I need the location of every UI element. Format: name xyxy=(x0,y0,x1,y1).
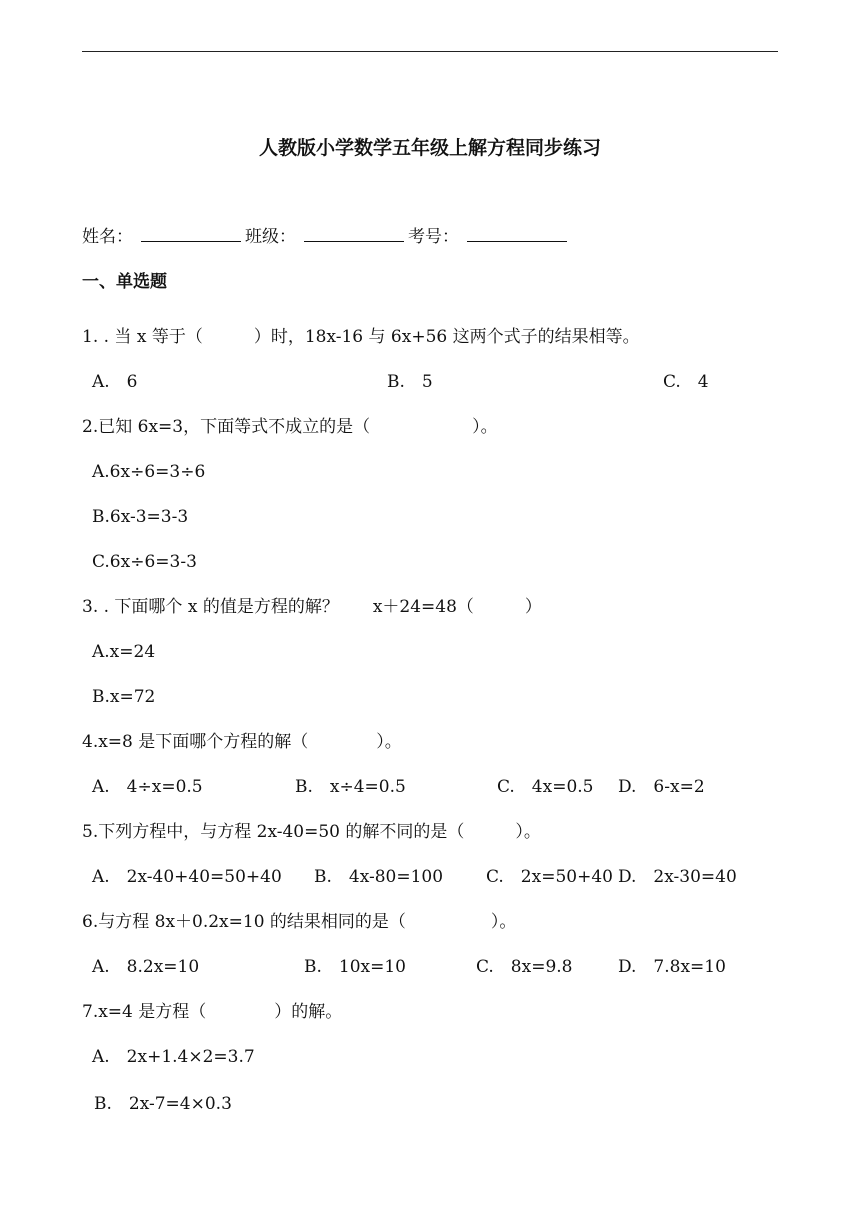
question-1-option-a[interactable]: A. 6 xyxy=(92,372,138,392)
question-2-option-c[interactable]: C.6x÷6=3-3 xyxy=(92,552,197,572)
question-6-option-d[interactable]: D. 7.8x=10 xyxy=(618,957,726,977)
question-2-option-b[interactable]: B.6x-3=3-3 xyxy=(92,507,189,527)
question-5-option-d[interactable]: D. 2x-30=40 xyxy=(618,867,737,887)
question-2-option-a[interactable]: A.6x÷6=3÷6 xyxy=(92,462,206,482)
class-label: 班级： xyxy=(245,227,296,247)
question-5-option-c[interactable]: C. 2x=50+40 xyxy=(486,867,613,887)
question-6-option-b[interactable]: B. 10x=10 xyxy=(304,957,406,977)
question-1-option-b[interactable]: B. 5 xyxy=(387,372,433,392)
question-7-option-b[interactable]: B. 2x-7=4×0.3 xyxy=(94,1094,232,1114)
name-blank[interactable] xyxy=(141,227,241,242)
question-6-stem: 6.与方程 8x＋0.2x=10 的结果相同的是（ ）。 xyxy=(82,912,517,932)
question-7-stem: 7.x=4 是方程（ ）的解。 xyxy=(82,1002,343,1022)
question-4-stem: 4.x=8 是下面哪个方程的解（ ）。 xyxy=(82,732,402,752)
question-6-option-c[interactable]: C. 8x=9.8 xyxy=(476,957,573,977)
question-1-stem: 1. . 当 x 等于（ ）时，18x-16 与 6x+56 这两个式子的结果相等。 xyxy=(82,327,640,347)
question-5-stem: 5.下列方程中，与方程 2x-40=50 的解不同的是（ ）。 xyxy=(82,822,541,842)
header-rule xyxy=(82,51,778,52)
number-blank[interactable] xyxy=(467,227,567,242)
question-3-stem: 3. . 下面哪个 x 的值是方程的解？ x＋24=48（ ） xyxy=(82,597,542,617)
student-info-row xyxy=(82,226,571,248)
question-3-option-b[interactable]: B.x=72 xyxy=(92,687,156,707)
question-5-option-a[interactable]: A. 2x-40+40=50+40 xyxy=(92,867,282,887)
page-title: 人教版小学数学五年级上解方程同步练习 xyxy=(258,137,601,159)
question-4-option-c[interactable]: C. 4x=0.5 xyxy=(497,777,594,797)
number-label: 考号： xyxy=(408,227,459,247)
question-2-stem: 2.已知 6x=3，下面等式不成立的是（ ）。 xyxy=(82,417,498,437)
section-heading: 一、单选题 xyxy=(82,272,167,292)
question-4-option-d[interactable]: D. 6-x=2 xyxy=(618,777,705,797)
question-6-option-a[interactable]: A. 8.2x=10 xyxy=(92,957,200,977)
name-label: 姓名： xyxy=(82,227,133,247)
question-3-option-a[interactable]: A.x=24 xyxy=(92,642,156,662)
class-blank[interactable] xyxy=(304,227,404,242)
question-4-option-a[interactable]: A. 4÷x=0.5 xyxy=(92,777,203,797)
question-5-option-b[interactable]: B. 4x-80=100 xyxy=(314,867,444,887)
question-4-option-b[interactable]: B. x÷4=0.5 xyxy=(295,777,406,797)
question-7-option-a[interactable]: A. 2x+1.4×2=3.7 xyxy=(92,1047,255,1067)
question-1-option-c[interactable]: C. 4 xyxy=(663,372,709,392)
